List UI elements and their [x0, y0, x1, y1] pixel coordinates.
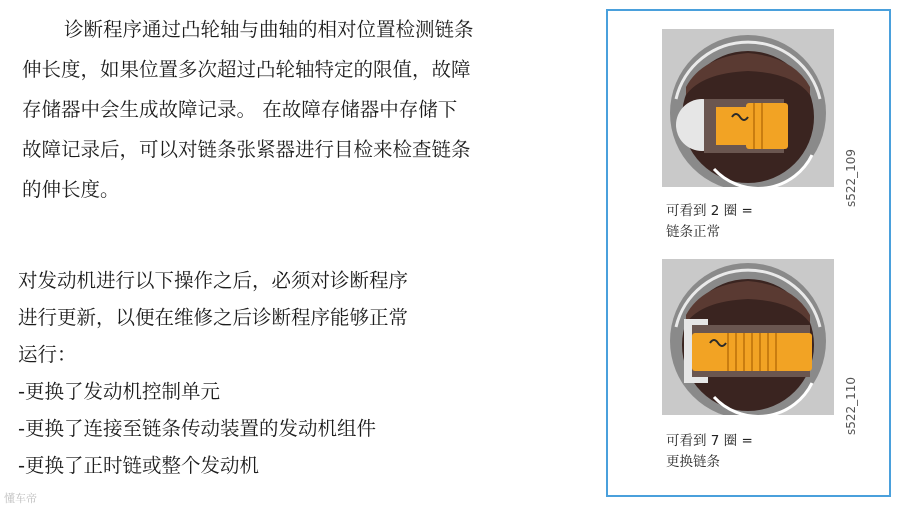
intro-line: 故障记录后，可以对链条张紧器进行目检来检查链条 [22, 138, 471, 161]
chain-tensioner-diagram-normal [662, 29, 834, 187]
watermark: 懂车帝 [4, 492, 37, 505]
update-list-item: -更换了发动机控制单元 [18, 380, 221, 403]
figure-panel [606, 9, 891, 497]
intro-line: 伸长度，如果位置多次超过凸轮轴特定的限值，故障 [22, 58, 471, 81]
caption-verdict: 链条正常 [666, 224, 720, 240]
image-code: s522_110 [844, 376, 858, 435]
update-paragraph [18, 262, 578, 484]
update-list-item: -更换了正时链或整个发动机 [18, 454, 260, 477]
image-code: s522_109 [844, 148, 858, 207]
update-line: 进行更新，以便在维修之后诊断程序能够正常 [18, 306, 409, 329]
figure-caption [666, 201, 753, 243]
chain-tensioner-diagram-worn [662, 259, 834, 415]
caption-ring-count: 可看到 7 圈 = [666, 433, 753, 449]
update-line: 对发动机进行以下操作之后，必须对诊断程序 [18, 269, 409, 292]
update-list-item: -更换了连接至链条传动装置的发动机组件 [18, 417, 377, 440]
intro-line: 存储器中会生成故障记录。 在故障存储器中存储下 [22, 98, 458, 121]
caption-verdict: 更换链条 [666, 454, 720, 470]
update-line: 运行： [18, 343, 77, 366]
caption-ring-count: 可看到 2 圈 = [666, 203, 753, 219]
intro-line: 的伸长度。 [22, 178, 120, 201]
intro-paragraph [22, 10, 567, 210]
figure-caption [666, 431, 753, 473]
intro-line: 诊断程序通过凸轮轴与曲轴的相对位置检测链条 [64, 18, 474, 41]
